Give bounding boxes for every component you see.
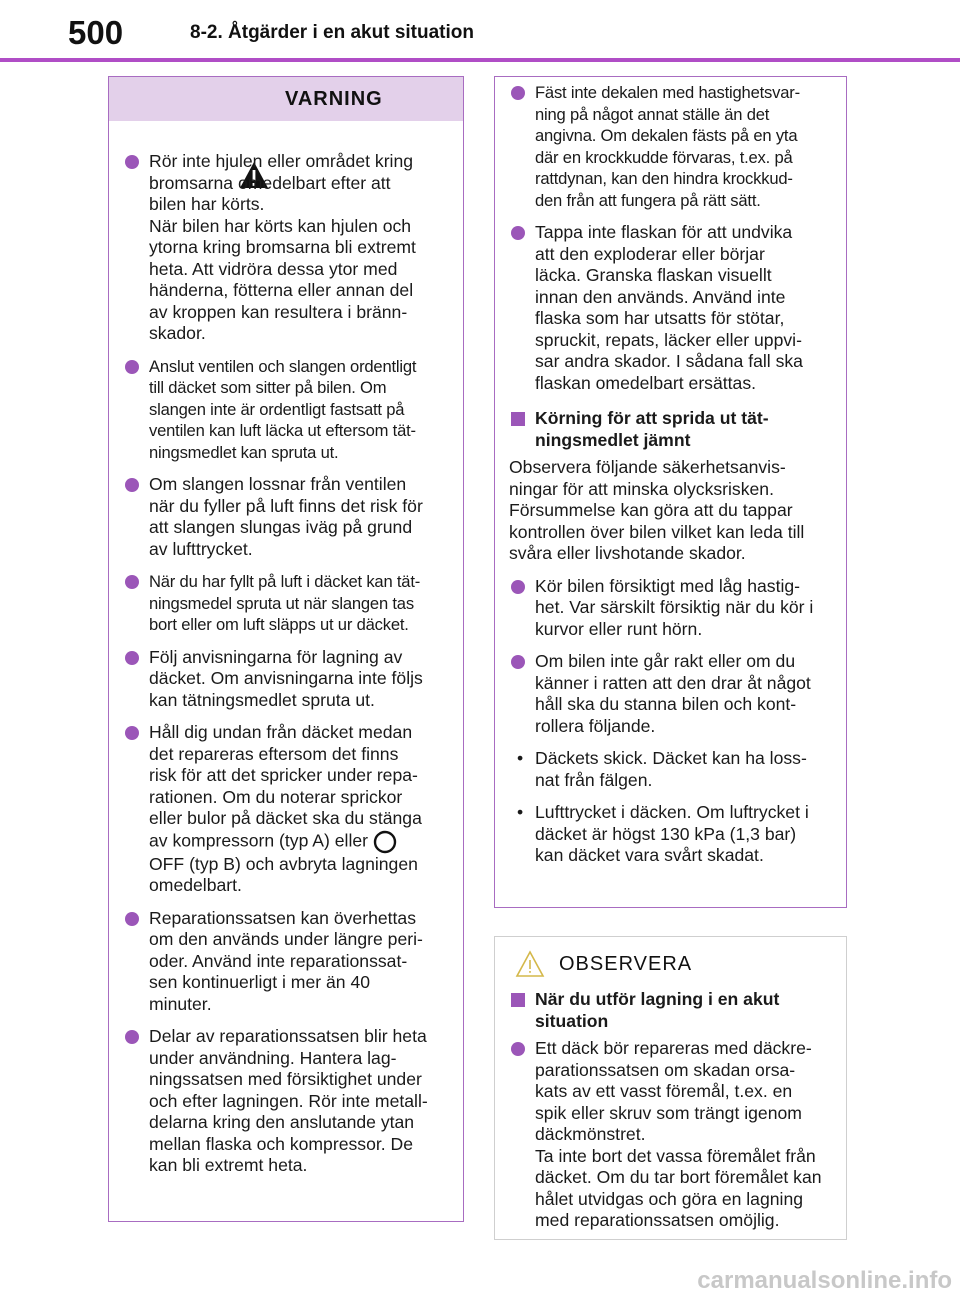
warning-text: Rör inte hjulen eller området kring bromsarna omedelbart efter att bilen har körts. När bilen har körts kan hjulen och ytorna kring bromsarna bli extremt heta. Att vidröra dessa ytor med händerna, fötterna eller annan del av kroppen kan resultera i bränn- skador. bbox=[149, 151, 416, 343]
list-item bbox=[123, 908, 449, 1016]
warning-text: Om slangen lossnar från ventilen när du fyller på luft finns det risk för att slangen slungas iväg på grund av lufttrycket. bbox=[149, 474, 423, 559]
subheading bbox=[509, 408, 832, 451]
notice-text: Ett däck bör repareras med däckre- parationssatsen om skadan orsa- kats av ett vasst föremål, t.ex. en spik eller skruv som trängt igenom däckmönstret. Ta inte bort det vassa föremålet från däcket. Om du tar bort föremålet kan hålet utvidgas och göra en lagning med reparationssatsen omöjlig. bbox=[535, 1038, 822, 1230]
section-title: 8-2. Åtgärder i en akut situation bbox=[190, 22, 474, 43]
bullet-dot-icon bbox=[125, 360, 139, 374]
subheading-text: När du utför lagning i en akut situation bbox=[535, 989, 780, 1031]
list-item bbox=[509, 651, 832, 737]
bullet-dot-icon bbox=[125, 1030, 139, 1044]
subheading bbox=[509, 989, 832, 1032]
list-item bbox=[509, 82, 832, 211]
bullet-dot-icon bbox=[125, 575, 139, 589]
list-item bbox=[123, 151, 449, 345]
list-item bbox=[123, 647, 449, 712]
warning-box-continued bbox=[494, 76, 847, 908]
paragraph: Observera följande säkerhetsanvis- ningar för att minska olycksrisken. Försummelse kan göra att du tappar kontrollen över bilen vilket kan leda till svåra eller livshotande skador. bbox=[509, 457, 805, 563]
warning-text: Om bilen inte går rakt eller om du känner i ratten att den drar åt något håll ska du stanna bilen och kont- rollera följande. bbox=[535, 651, 811, 736]
subheading-text: Körning för att sprida ut tät- ningsmedlet jämnt bbox=[535, 408, 769, 450]
warning-text: Fäst inte dekalen med hastighetsvar- ning på något annat ställe än det angivna. Om dekalen fästs på en yta där en krockkudde förvaras, t.ex. på rattdynan, kan den hindra krockkud- den från att fungera på rätt sätt. bbox=[535, 83, 800, 210]
list-item bbox=[509, 748, 832, 791]
header-rule bbox=[0, 58, 960, 62]
bullet-dot-icon bbox=[511, 226, 525, 240]
bullet-dot-icon bbox=[125, 726, 139, 740]
dot-mark: • bbox=[517, 802, 524, 822]
warning-text: Anslut ventilen och slangen ordentligt till däcket som sitter på bilen. Om slangen inte är ordentligt fastsatt på ventilen kan luft läcka ut eftersom tät- ningsmedlet kan spruta ut. bbox=[149, 356, 417, 462]
warning-text: Tappa inte flaskan för att undvika att den exploderar eller börjar läcka. Granska flaskan visuellt innan den används. Använd inte flaska som har utsatts för stötar, spruckit, repats, läcker eller uppvi- sar andra skador. I sådana fall ska flaskan omedelbart ersättas. bbox=[535, 222, 803, 393]
dot-mark: • bbox=[517, 748, 524, 768]
list-item bbox=[509, 802, 832, 867]
warning-text: Reparationssatsen kan överhettas om den används under längre peri- oder. Använd inte reparationssat- sen kontinuerligt i mer än 40 minuter. bbox=[149, 907, 423, 1014]
list-item bbox=[123, 1026, 449, 1177]
warning-text: Följ anvisningarna för lagning av däcket. Om anvisningarna inte följs kan tätningsmedlet spruta ut. bbox=[149, 646, 423, 710]
list-item bbox=[123, 722, 449, 897]
notice-box bbox=[494, 936, 847, 1240]
warning-text: Kör bilen försiktigt med låg hastig- het. Var särskilt försiktig när du kör i kurvor eller runt hörn. bbox=[535, 575, 814, 639]
notice-header bbox=[495, 943, 846, 985]
page-number: 500 bbox=[68, 14, 124, 51]
square-bullet-icon bbox=[511, 412, 525, 426]
list-item bbox=[509, 1038, 832, 1232]
bullet-dot-icon bbox=[125, 155, 139, 169]
list-item bbox=[123, 474, 449, 560]
list-item bbox=[509, 576, 832, 641]
warning-box bbox=[108, 76, 464, 1222]
bullet-dot-icon bbox=[511, 580, 525, 594]
square-bullet-icon bbox=[511, 993, 525, 1007]
warning-text: Lufttrycket i däcken. Om luftrycket i däcket är högst 130 kPa (1,3 bar) kan däcket vara svårt skadat. bbox=[535, 802, 809, 865]
warning-text: När du har fyllt på luft i däcket kan tät- ningsmedel spruta ut när slangen tas bort eller om luft släpps ut ur däcket. bbox=[149, 572, 421, 634]
warning-title: VARNING bbox=[285, 87, 383, 110]
warning-text: Håll dig undan från däcket medan det repareras eftersom det finns risk för att det spricker under repa- rationen. Om du noterar sprickor eller bulor på däcket ska du stänga av kompressorn (typ A) eller bbox=[149, 722, 422, 851]
list-item bbox=[509, 222, 832, 394]
bullet-dot-icon bbox=[125, 912, 139, 926]
list-item bbox=[123, 571, 449, 636]
bullet-dot-icon bbox=[511, 1042, 525, 1056]
warning-text: OFF (typ B) och avbryta lagningen omedelbart. bbox=[149, 853, 418, 895]
list-item bbox=[123, 356, 449, 464]
watermark: carmanualsonline.info bbox=[697, 1267, 952, 1294]
warning-text: Däckets skick. Däcket kan ha loss- nat från fälgen. bbox=[535, 748, 807, 790]
warning-text: Delar av reparationssatsen blir heta under användning. Hantera lag- ningssatsen med försiktighet under och efter lagningen. Rör inte metall- delarna kring den anslutande ytan mellan flaska och kompressor. De kan bli extremt heta. bbox=[149, 1026, 428, 1175]
power-knob-icon bbox=[372, 830, 398, 854]
warning-header bbox=[109, 77, 463, 121]
bullet-dot-icon bbox=[511, 655, 525, 669]
notice-triangle-outline-icon bbox=[515, 950, 545, 978]
bullet-dot-icon bbox=[511, 86, 525, 100]
bullet-dot-icon bbox=[125, 478, 139, 492]
notice-title: OBSERVERA bbox=[559, 952, 693, 975]
bullet-dot-icon bbox=[125, 651, 139, 665]
